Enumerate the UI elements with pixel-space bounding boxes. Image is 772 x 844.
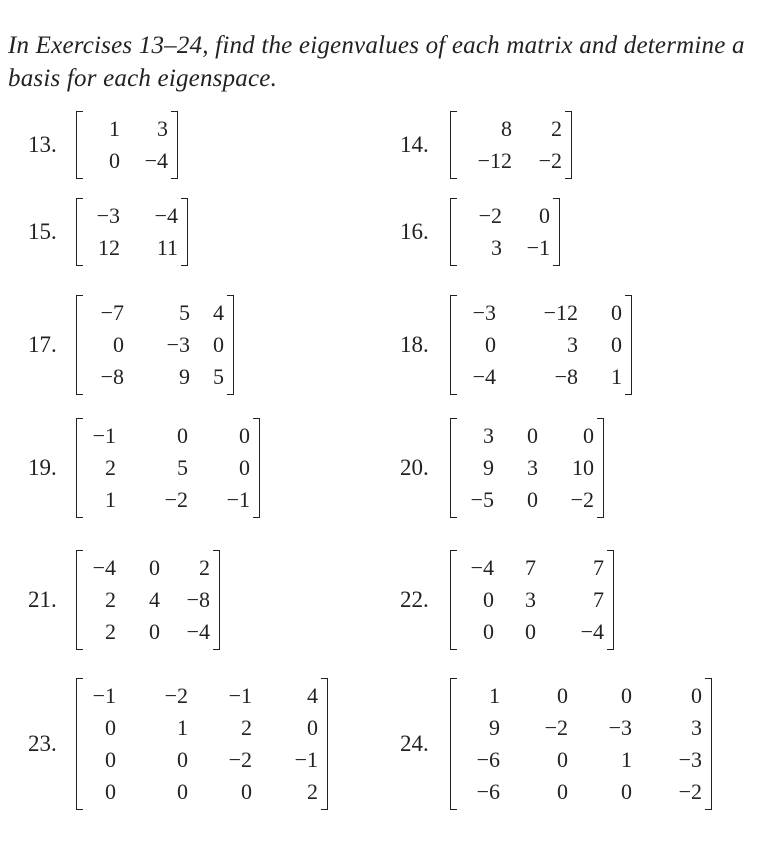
matrix-entry: 0: [105, 779, 116, 804]
matrix-entry: −1: [294, 747, 318, 772]
matrix-grid: [83, 111, 171, 179]
matrix: [76, 418, 260, 518]
matrix-entry: 3: [157, 116, 168, 141]
exercise-number: 22.: [400, 587, 429, 613]
matrix-grid: [457, 418, 597, 518]
matrix-entry: 0: [485, 332, 496, 357]
right-bracket: [597, 418, 604, 518]
matrix-grid: [83, 198, 181, 266]
matrix-entry: 9: [489, 715, 500, 740]
matrix-entry: −8: [554, 364, 578, 389]
matrix: [76, 111, 178, 179]
matrix-entry: −2: [228, 747, 252, 772]
matrix-entry: 0: [557, 683, 568, 708]
matrix-entry: 3: [483, 423, 494, 448]
matrix-entry: 0: [527, 423, 538, 448]
matrix-entry: −4: [154, 203, 178, 228]
matrix-entry: −3: [678, 747, 702, 772]
matrix-entry: 10: [572, 455, 594, 480]
matrix-entry: −4: [472, 364, 496, 389]
exercise-number: 18.: [400, 332, 429, 358]
exercise-number: 19.: [28, 455, 57, 481]
matrix-entry: 2: [105, 455, 116, 480]
exercise-number: 17.: [28, 332, 57, 358]
matrix-entry: 1: [489, 683, 500, 708]
matrix-grid: [83, 418, 253, 518]
left-bracket: [76, 418, 83, 518]
matrix-entry: −4: [580, 619, 604, 644]
matrix-entry: 1: [105, 487, 116, 512]
matrix-entry: −2: [544, 715, 568, 740]
exercise-number: 20.: [400, 455, 429, 481]
matrix-entry: −3: [96, 203, 120, 228]
right-bracket: [705, 678, 712, 810]
matrix-entry: 0: [691, 683, 702, 708]
matrix-entry: −8: [100, 364, 124, 389]
left-bracket: [76, 198, 83, 266]
exercise-number: 14.: [400, 132, 429, 158]
exercise-number: 24.: [400, 731, 429, 757]
matrix-entry: 3: [527, 455, 538, 480]
matrix-entry: 0: [621, 683, 632, 708]
matrix: [76, 550, 220, 650]
matrix-entry: 0: [177, 423, 188, 448]
right-bracket: [607, 550, 614, 650]
matrix: [450, 418, 604, 518]
left-bracket: [76, 111, 83, 179]
matrix-entry: 0: [539, 203, 550, 228]
right-bracket: [213, 550, 220, 650]
matrix-entry: 0: [611, 300, 622, 325]
matrix-entry: −7: [100, 300, 124, 325]
matrix-entry: −4: [470, 555, 494, 580]
matrix-entry: 8: [501, 116, 512, 141]
matrix-entry: −1: [226, 487, 250, 512]
matrix-entry: 3: [691, 715, 702, 740]
matrix-entry: 3: [491, 235, 502, 260]
matrix-entry: 0: [611, 332, 622, 357]
matrix-entry: 5: [179, 300, 190, 325]
matrix-entry: 2: [105, 587, 116, 612]
right-bracket: [171, 111, 178, 179]
right-bracket: [565, 111, 572, 179]
matrix-entry: −3: [472, 300, 496, 325]
matrix-entry: 0: [239, 423, 250, 448]
matrix: [76, 295, 234, 395]
matrix: [76, 678, 328, 810]
left-bracket: [450, 111, 457, 179]
matrix-entry: 0: [177, 779, 188, 804]
matrix-grid: [457, 295, 625, 395]
matrix-entry: 0: [527, 487, 538, 512]
matrix-entry: 0: [105, 715, 116, 740]
matrix-entry: 4: [307, 683, 318, 708]
matrix-entry: 12: [98, 235, 120, 260]
matrix-entry: −1: [92, 683, 116, 708]
matrix-grid: [457, 678, 705, 810]
matrix-entry: −3: [608, 715, 632, 740]
right-bracket: [227, 295, 234, 395]
matrix-entry: 7: [593, 555, 604, 580]
matrix-entry: 1: [109, 116, 120, 141]
left-bracket: [450, 678, 457, 810]
matrix: [450, 678, 712, 810]
left-bracket: [450, 295, 457, 395]
matrix-entry: 0: [483, 587, 494, 612]
right-bracket: [625, 295, 632, 395]
matrix-entry: −2: [164, 487, 188, 512]
matrix-entry: 0: [525, 619, 536, 644]
matrix-entry: −5: [470, 487, 494, 512]
matrix-entry: −1: [92, 423, 116, 448]
matrix-entry: 3: [567, 332, 578, 357]
matrix-entry: 11: [156, 235, 178, 260]
matrix-entry: −4: [92, 555, 116, 580]
matrix-entry: 0: [621, 779, 632, 804]
right-bracket: [553, 198, 560, 266]
matrix-entry: 3: [525, 587, 536, 612]
matrix-entry: −2: [678, 779, 702, 804]
matrix-entry: 5: [213, 364, 224, 389]
matrix-entry: 0: [105, 747, 116, 772]
matrix-entry: −12: [543, 300, 578, 325]
matrix-entry: 0: [213, 332, 224, 357]
right-bracket: [253, 418, 260, 518]
matrix-entry: −8: [186, 587, 210, 612]
matrix: [450, 198, 560, 266]
matrix-entry: 9: [179, 364, 190, 389]
matrix-entry: 1: [177, 715, 188, 740]
matrix-entry: 4: [213, 300, 224, 325]
matrix-grid: [457, 111, 565, 179]
matrix-entry: 2: [199, 555, 210, 580]
exercise-number: 21.: [28, 587, 57, 613]
left-bracket: [76, 550, 83, 650]
matrix-entry: 4: [149, 587, 160, 612]
matrix-entry: 2: [551, 116, 562, 141]
matrix: [450, 295, 632, 395]
exercise-number: 13.: [28, 132, 57, 158]
left-bracket: [450, 198, 457, 266]
exercise-number: 16.: [400, 219, 429, 245]
matrix-entry: 0: [307, 715, 318, 740]
exercise-number: 15.: [28, 219, 57, 245]
matrix-entry: 1: [611, 364, 622, 389]
matrix: [450, 111, 572, 179]
matrix-grid: [457, 198, 553, 266]
matrix-entry: 2: [307, 779, 318, 804]
matrix-entry: 0: [149, 619, 160, 644]
right-bracket: [181, 198, 188, 266]
matrix-entry: −2: [538, 148, 562, 173]
matrix-entry: 7: [525, 555, 536, 580]
matrix-grid: [83, 678, 321, 810]
left-bracket: [76, 678, 83, 810]
matrix-entry: −2: [570, 487, 594, 512]
exercise-number: 23.: [28, 731, 57, 757]
matrix-entry: 0: [557, 747, 568, 772]
matrix-entry: 0: [113, 332, 124, 357]
matrix-entry: −4: [186, 619, 210, 644]
matrix-entry: −2: [164, 683, 188, 708]
matrix-entry: −4: [144, 148, 168, 173]
matrix-entry: 5: [177, 455, 188, 480]
matrix: [450, 550, 614, 650]
matrix-entry: −6: [476, 747, 500, 772]
matrix: [76, 198, 188, 266]
matrix-entry: 2: [105, 619, 116, 644]
matrix-grid: [83, 295, 227, 395]
matrix-entry: 0: [177, 747, 188, 772]
matrix-entry: 0: [583, 423, 594, 448]
matrix-entry: 0: [149, 555, 160, 580]
left-bracket: [450, 418, 457, 518]
matrix-entry: 1: [621, 747, 632, 772]
matrix-entry: 0: [557, 779, 568, 804]
matrix-grid: [457, 550, 607, 650]
matrix-entry: 0: [109, 148, 120, 173]
matrix-entry: 0: [483, 619, 494, 644]
matrix-entry: −6: [476, 779, 500, 804]
left-bracket: [450, 550, 457, 650]
matrix-entry: −1: [228, 683, 252, 708]
matrix-entry: 0: [239, 455, 250, 480]
matrix-entry: −1: [526, 235, 550, 260]
matrix-entry: 2: [241, 715, 252, 740]
instructions-text: In Exercises 13–24, find the eigenvalues of each matrix and determine a basis for each eigenspace.: [8, 32, 745, 92]
matrix-grid: [83, 550, 213, 650]
right-bracket: [321, 678, 328, 810]
matrix-entry: −3: [166, 332, 190, 357]
matrix-entry: −2: [478, 203, 502, 228]
left-bracket: [76, 295, 83, 395]
matrix-entry: 0: [241, 779, 252, 804]
matrix-entry: −12: [477, 148, 512, 173]
matrix-entry: 7: [593, 587, 604, 612]
matrix-entry: 9: [483, 455, 494, 480]
